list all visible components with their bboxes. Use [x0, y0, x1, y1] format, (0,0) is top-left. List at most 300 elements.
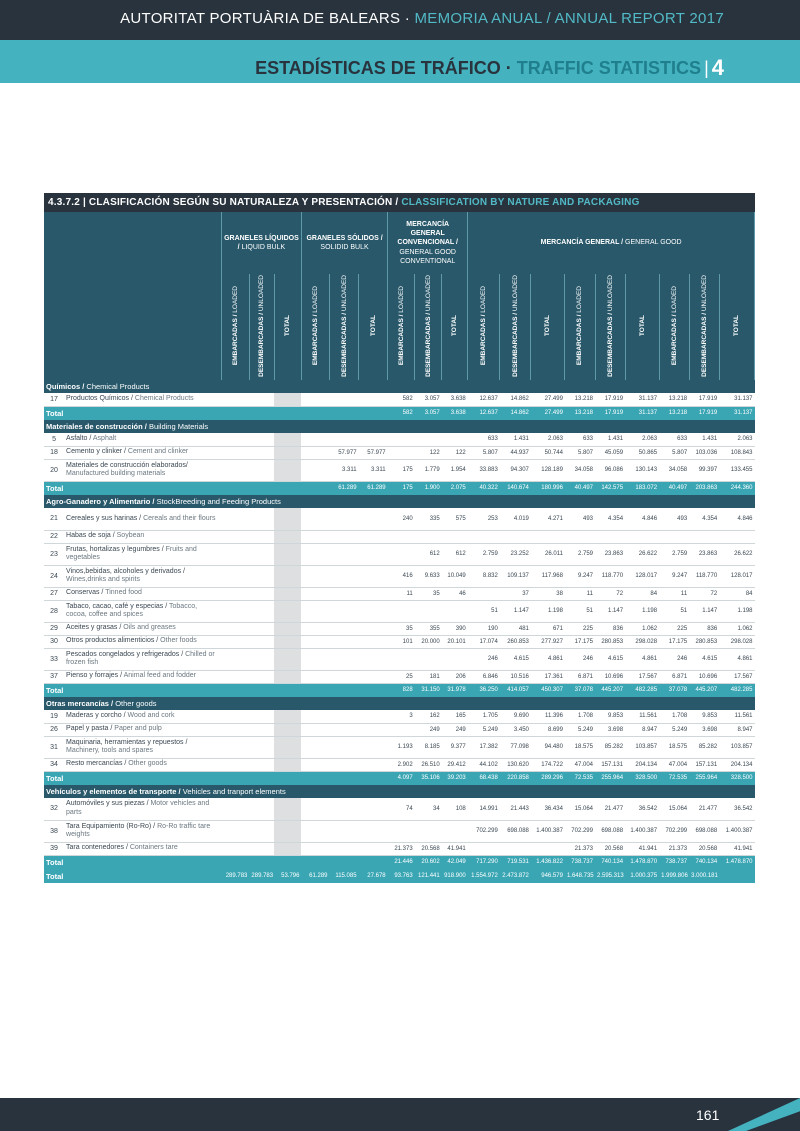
value-cell: 85.282 — [689, 736, 719, 758]
row-code: 5 — [44, 433, 64, 446]
total-value-cell: 1.436.822 — [531, 855, 565, 869]
value-cell: 1.708 — [659, 710, 689, 723]
value-cell: 4.846 — [625, 508, 659, 530]
value-cell: 4.354 — [595, 508, 625, 530]
value-cell: 260.853 — [500, 635, 531, 648]
value-cell: 13.218 — [565, 393, 595, 406]
total-value-cell: 828 — [388, 683, 415, 697]
value-cell — [274, 622, 301, 635]
table-row — [44, 508, 755, 530]
row-code: 20 — [44, 459, 64, 481]
total-row — [44, 683, 755, 697]
value-cell: 355 — [415, 622, 442, 635]
value-cell — [359, 587, 388, 600]
value-cell: 836 — [595, 622, 625, 635]
total-value-cell: 14.862 — [500, 406, 531, 420]
value-cell: 4.846 — [719, 508, 754, 530]
value-cell — [249, 530, 274, 543]
value-cell — [221, 842, 249, 855]
total-value-cell: 40.322 — [468, 481, 500, 495]
total-value-cell — [330, 771, 359, 785]
total-value-cell — [359, 771, 388, 785]
value-cell: 33.883 — [468, 459, 500, 481]
value-cell: 11.396 — [531, 710, 565, 723]
value-cell — [330, 820, 359, 842]
category-header-row — [44, 785, 755, 798]
row-label: Frutas, hortalizas y legumbres / Fruits and vegetables — [64, 543, 221, 565]
row-label: Cereales y sus harinas / Cereals and their flours — [64, 508, 221, 530]
value-cell: 17.919 — [689, 393, 719, 406]
value-cell: 1.198 — [531, 600, 565, 622]
value-cell — [249, 446, 274, 459]
total-value-cell — [719, 869, 754, 883]
value-cell — [330, 635, 359, 648]
value-cell — [249, 758, 274, 771]
value-cell: 103.036 — [689, 446, 719, 459]
value-cell: 108 — [442, 798, 468, 820]
total-value-cell: 68.438 — [468, 771, 500, 785]
total-value-cell — [330, 855, 359, 869]
value-cell — [359, 600, 388, 622]
value-cell — [359, 798, 388, 820]
value-cell — [330, 710, 359, 723]
value-cell — [330, 508, 359, 530]
value-cell: 165 — [442, 710, 468, 723]
value-cell — [221, 798, 249, 820]
value-cell — [330, 543, 359, 565]
value-cell — [249, 543, 274, 565]
total-value-cell: 445.207 — [689, 683, 719, 697]
row-code: 34 — [44, 758, 64, 771]
value-cell — [388, 723, 415, 736]
value-cell — [659, 530, 689, 543]
value-cell: 103.857 — [625, 736, 659, 758]
value-cell: 4.861 — [719, 648, 754, 670]
total-value-cell: 289.783 — [249, 869, 274, 883]
value-cell: 128.017 — [719, 565, 754, 587]
group-conventional-header: MERCANCÍA GENERAL CONVENCIONAL / GENERAL GOOD CONVENTIONAL — [388, 212, 468, 274]
total-value-cell: 31.150 — [415, 683, 442, 697]
value-cell: 34.058 — [565, 459, 595, 481]
value-cell: 253 — [468, 508, 500, 530]
total-value-cell — [221, 406, 249, 420]
total-value-cell: 27.499 — [531, 406, 565, 420]
row-label: Aceites y grasas / Oils and greases — [64, 622, 221, 635]
value-cell: 108.843 — [719, 446, 754, 459]
value-cell — [359, 710, 388, 723]
value-cell: 17.074 — [468, 635, 500, 648]
group-liquid-bulk-header: GRANELES LÍQUIDOS / LIQUID BULK — [221, 212, 301, 274]
value-cell — [274, 565, 301, 587]
total-value-cell: 13.218 — [565, 406, 595, 420]
value-cell: 1.147 — [500, 600, 531, 622]
value-cell: 3.311 — [359, 459, 388, 481]
traffic-statistics-table — [44, 193, 755, 883]
value-cell: 181 — [415, 670, 442, 683]
total-value-cell: 582 — [388, 406, 415, 420]
value-cell — [221, 820, 249, 842]
total-value-cell: 93.763 — [388, 869, 415, 883]
value-cell: 5.807 — [565, 446, 595, 459]
value-cell — [249, 842, 274, 855]
value-cell: 130.620 — [500, 758, 531, 771]
value-cell — [330, 798, 359, 820]
value-cell — [359, 508, 388, 530]
row-label: Productos Químicos / Chemical Products — [64, 393, 221, 406]
value-cell: 1.431 — [595, 433, 625, 446]
row-code: 17 — [44, 393, 64, 406]
column-header-unloaded: DESEMBARCADAS / UNLOADED — [500, 274, 531, 380]
value-cell: 20.568 — [689, 842, 719, 855]
table-row — [44, 723, 755, 736]
value-cell: 20.000 — [415, 635, 442, 648]
value-cell — [221, 736, 249, 758]
header-spacer — [44, 212, 221, 274]
total-value-cell: 482.285 — [719, 683, 754, 697]
total-value-cell: 328.500 — [719, 771, 754, 785]
total-value-cell: 31.137 — [625, 406, 659, 420]
value-cell: 702.299 — [468, 820, 500, 842]
total-value-cell — [221, 481, 249, 495]
value-cell — [221, 635, 249, 648]
total-value-cell — [249, 481, 274, 495]
total-value-cell: 1.478.870 — [719, 855, 754, 869]
value-cell: 25 — [388, 670, 415, 683]
value-cell: 157.131 — [595, 758, 625, 771]
value-cell — [359, 670, 388, 683]
category-header-row — [44, 697, 755, 710]
total-value-cell: 61.289 — [330, 481, 359, 495]
value-cell: 17.919 — [595, 393, 625, 406]
value-cell — [274, 530, 301, 543]
value-cell: 26.622 — [625, 543, 659, 565]
value-cell: 45.059 — [595, 446, 625, 459]
table-row — [44, 446, 755, 459]
value-cell: 4.615 — [500, 648, 531, 670]
value-cell — [388, 543, 415, 565]
value-cell — [330, 648, 359, 670]
value-cell: 133.455 — [719, 459, 754, 481]
row-label: Materiales de construcción elaborados/ Manufactured building materials — [64, 459, 221, 481]
value-cell: 225 — [565, 622, 595, 635]
value-cell — [274, 635, 301, 648]
value-cell: 34 — [415, 798, 442, 820]
table-row — [44, 670, 755, 683]
total-value-cell: 1.554.972 — [468, 869, 500, 883]
value-cell: 122 — [442, 446, 468, 459]
column-header-total: TOTAL — [531, 274, 565, 380]
total-value-cell — [249, 683, 274, 697]
value-cell: 41.941 — [625, 842, 659, 855]
total-value-cell: 61.289 — [359, 481, 388, 495]
value-cell: 1.147 — [595, 600, 625, 622]
value-cell — [330, 600, 359, 622]
value-cell — [221, 446, 249, 459]
value-cell — [359, 820, 388, 842]
value-cell: 84 — [719, 587, 754, 600]
total-value-cell: 2.473.872 — [500, 869, 531, 883]
value-cell — [301, 446, 329, 459]
table-row — [44, 710, 755, 723]
table-row — [44, 635, 755, 648]
value-cell — [500, 530, 531, 543]
row-code: 28 — [44, 600, 64, 622]
value-cell: 246 — [659, 648, 689, 670]
value-cell: 3.057 — [415, 393, 442, 406]
value-cell: 4.019 — [500, 508, 531, 530]
value-cell: 99.397 — [689, 459, 719, 481]
value-cell: 11 — [388, 587, 415, 600]
value-cell: 122 — [415, 446, 442, 459]
value-cell — [221, 758, 249, 771]
value-cell: 3.450 — [500, 723, 531, 736]
value-cell — [301, 433, 329, 446]
row-code: 30 — [44, 635, 64, 648]
value-cell: 128.017 — [625, 565, 659, 587]
total-value-cell: 17.919 — [689, 406, 719, 420]
value-cell: 57.977 — [359, 446, 388, 459]
value-cell: 26.510 — [415, 758, 442, 771]
value-cell — [388, 820, 415, 842]
total-value-cell: 717.290 — [468, 855, 500, 869]
group-header-row — [44, 212, 755, 274]
value-cell: 118.770 — [689, 565, 719, 587]
value-cell: 481 — [500, 622, 531, 635]
value-cell: 9.853 — [689, 710, 719, 723]
value-cell: 26.011 — [531, 543, 565, 565]
row-label: Papel y pasta / Paper and pulp — [64, 723, 221, 736]
value-cell: 21.373 — [565, 842, 595, 855]
value-cell: 29.412 — [442, 758, 468, 771]
value-cell: 1.954 — [442, 459, 468, 481]
value-cell: 240 — [388, 508, 415, 530]
total-value-cell: 918.900 — [442, 869, 468, 883]
value-cell: 77.098 — [500, 736, 531, 758]
value-cell: 10.696 — [689, 670, 719, 683]
value-cell: 20.568 — [595, 842, 625, 855]
value-cell: 57.977 — [330, 446, 359, 459]
column-header-loaded: EMBARCADAS / LOADED — [301, 274, 329, 380]
value-cell: 17.567 — [625, 670, 659, 683]
value-cell — [249, 736, 274, 758]
value-cell: 249 — [442, 723, 468, 736]
column-header-unloaded: DESEMBARCADAS / UNLOADED — [689, 274, 719, 380]
value-cell — [330, 530, 359, 543]
value-cell: 31.137 — [625, 393, 659, 406]
total-value-cell — [301, 855, 329, 869]
value-cell: 4.861 — [625, 648, 659, 670]
value-cell — [330, 393, 359, 406]
value-cell: 836 — [689, 622, 719, 635]
value-cell: 8.185 — [415, 736, 442, 758]
value-cell: 5.249 — [468, 723, 500, 736]
value-cell — [249, 723, 274, 736]
value-cell: 118.770 — [595, 565, 625, 587]
total-value-cell: 121.441 — [415, 869, 442, 883]
row-code: 24 — [44, 565, 64, 587]
value-cell: 4.354 — [689, 508, 719, 530]
value-cell — [415, 648, 442, 670]
value-cell — [359, 758, 388, 771]
value-cell — [249, 587, 274, 600]
value-cell — [274, 459, 301, 481]
total-value-cell: 3.638 — [442, 406, 468, 420]
table-row — [44, 798, 755, 820]
value-cell: 5.807 — [468, 446, 500, 459]
row-label: Pienso y forrajes / Animal feed and fodder — [64, 670, 221, 683]
value-cell: 206 — [442, 670, 468, 683]
column-header-total: TOTAL — [274, 274, 301, 380]
value-cell: 298.028 — [719, 635, 754, 648]
value-cell: 174.722 — [531, 758, 565, 771]
value-cell: 94.480 — [531, 736, 565, 758]
value-cell — [301, 635, 329, 648]
total-label: Total — [44, 855, 221, 869]
value-cell — [442, 648, 468, 670]
total-value-cell — [330, 406, 359, 420]
total-value-cell: 255.964 — [689, 771, 719, 785]
total-value-cell — [301, 481, 329, 495]
table-row — [44, 433, 755, 446]
value-cell — [301, 670, 329, 683]
value-cell: 18.575 — [659, 736, 689, 758]
value-cell — [274, 543, 301, 565]
row-code: 19 — [44, 710, 64, 723]
value-cell — [221, 530, 249, 543]
value-cell: 10.696 — [595, 670, 625, 683]
row-code: 37 — [44, 670, 64, 683]
value-cell — [274, 433, 301, 446]
value-cell — [249, 798, 274, 820]
value-cell: 1.400.387 — [719, 820, 754, 842]
value-cell — [468, 530, 500, 543]
value-cell — [274, 446, 301, 459]
total-value-cell: 72.535 — [659, 771, 689, 785]
value-cell: 3 — [388, 710, 415, 723]
value-cell — [625, 530, 659, 543]
total-value-cell: 40.497 — [659, 481, 689, 495]
total-value-cell — [301, 683, 329, 697]
value-cell: 72 — [595, 587, 625, 600]
value-cell: 1.779 — [415, 459, 442, 481]
value-cell — [301, 587, 329, 600]
value-cell: 41.941 — [719, 842, 754, 855]
value-cell — [330, 723, 359, 736]
top-header-bar — [0, 0, 800, 40]
value-cell: 249 — [415, 723, 442, 736]
value-cell: 15.064 — [659, 798, 689, 820]
value-cell: 46 — [442, 587, 468, 600]
value-cell: 4.861 — [531, 648, 565, 670]
value-cell: 9.247 — [659, 565, 689, 587]
table-title: 4.3.7.2 | CLASIFICACIÓN SEGÚN SU NATURALEZA Y PRESENTACIÓN / CLASSIFICATION BY NATURE AND PACKAGING — [44, 193, 755, 212]
value-cell: 21.477 — [689, 798, 719, 820]
value-cell: 17.361 — [531, 670, 565, 683]
value-cell: 9.377 — [442, 736, 468, 758]
value-cell: 96.086 — [595, 459, 625, 481]
value-cell: 21.373 — [659, 842, 689, 855]
value-cell — [249, 635, 274, 648]
total-value-cell: 414.057 — [500, 683, 531, 697]
column-header-total: TOTAL — [442, 274, 468, 380]
total-value-cell — [274, 771, 301, 785]
total-value-cell — [249, 855, 274, 869]
value-cell — [249, 508, 274, 530]
value-cell: 1.147 — [689, 600, 719, 622]
value-cell — [249, 710, 274, 723]
table-title-row — [44, 193, 755, 212]
value-cell: 582 — [388, 393, 415, 406]
value-cell: 10.516 — [500, 670, 531, 683]
total-value-cell: 289.783 — [221, 869, 249, 883]
value-cell: 21.373 — [388, 842, 415, 855]
value-cell: 27.499 — [531, 393, 565, 406]
total-label: Total — [44, 683, 221, 697]
value-cell: 47.004 — [565, 758, 595, 771]
value-cell: 1.062 — [625, 622, 659, 635]
value-cell — [359, 736, 388, 758]
value-cell — [442, 820, 468, 842]
value-cell: 8.832 — [468, 565, 500, 587]
row-code: 21 — [44, 508, 64, 530]
value-cell: 1.198 — [625, 600, 659, 622]
value-cell — [330, 842, 359, 855]
table-row — [44, 543, 755, 565]
table-row — [44, 842, 755, 855]
value-cell: 41.941 — [442, 842, 468, 855]
value-cell — [301, 565, 329, 587]
table-row — [44, 758, 755, 771]
total-value-cell: 2.595.313 — [595, 869, 625, 883]
value-cell — [274, 508, 301, 530]
value-cell: 5.249 — [565, 723, 595, 736]
total-label: Total — [44, 869, 221, 883]
table-row — [44, 622, 755, 635]
category-header-row — [44, 380, 755, 393]
value-cell: 246 — [468, 648, 500, 670]
value-cell: 11.561 — [625, 710, 659, 723]
value-cell — [301, 543, 329, 565]
value-cell: 34.058 — [659, 459, 689, 481]
value-cell — [274, 710, 301, 723]
value-cell: 23.863 — [689, 543, 719, 565]
row-code: 38 — [44, 820, 64, 842]
value-cell — [330, 736, 359, 758]
value-cell — [221, 565, 249, 587]
value-cell: 128.189 — [531, 459, 565, 481]
total-label: Total — [44, 406, 221, 420]
value-cell: 8.699 — [531, 723, 565, 736]
column-header-total: TOTAL — [719, 274, 754, 380]
total-value-cell: 17.919 — [595, 406, 625, 420]
value-cell: 35 — [415, 587, 442, 600]
value-cell: 175 — [388, 459, 415, 481]
value-cell: 36.434 — [531, 798, 565, 820]
total-row — [44, 481, 755, 495]
total-value-cell: 61.289 — [301, 869, 329, 883]
table-row — [44, 393, 755, 406]
value-cell: 671 — [531, 622, 565, 635]
column-header-loaded: EMBARCADAS / LOADED — [388, 274, 415, 380]
value-cell: 633 — [659, 433, 689, 446]
total-value-cell: 180.996 — [531, 481, 565, 495]
table-row — [44, 587, 755, 600]
value-cell: 103.857 — [719, 736, 754, 758]
value-cell — [301, 459, 329, 481]
total-value-cell — [330, 683, 359, 697]
value-cell — [301, 820, 329, 842]
row-code: 23 — [44, 543, 64, 565]
